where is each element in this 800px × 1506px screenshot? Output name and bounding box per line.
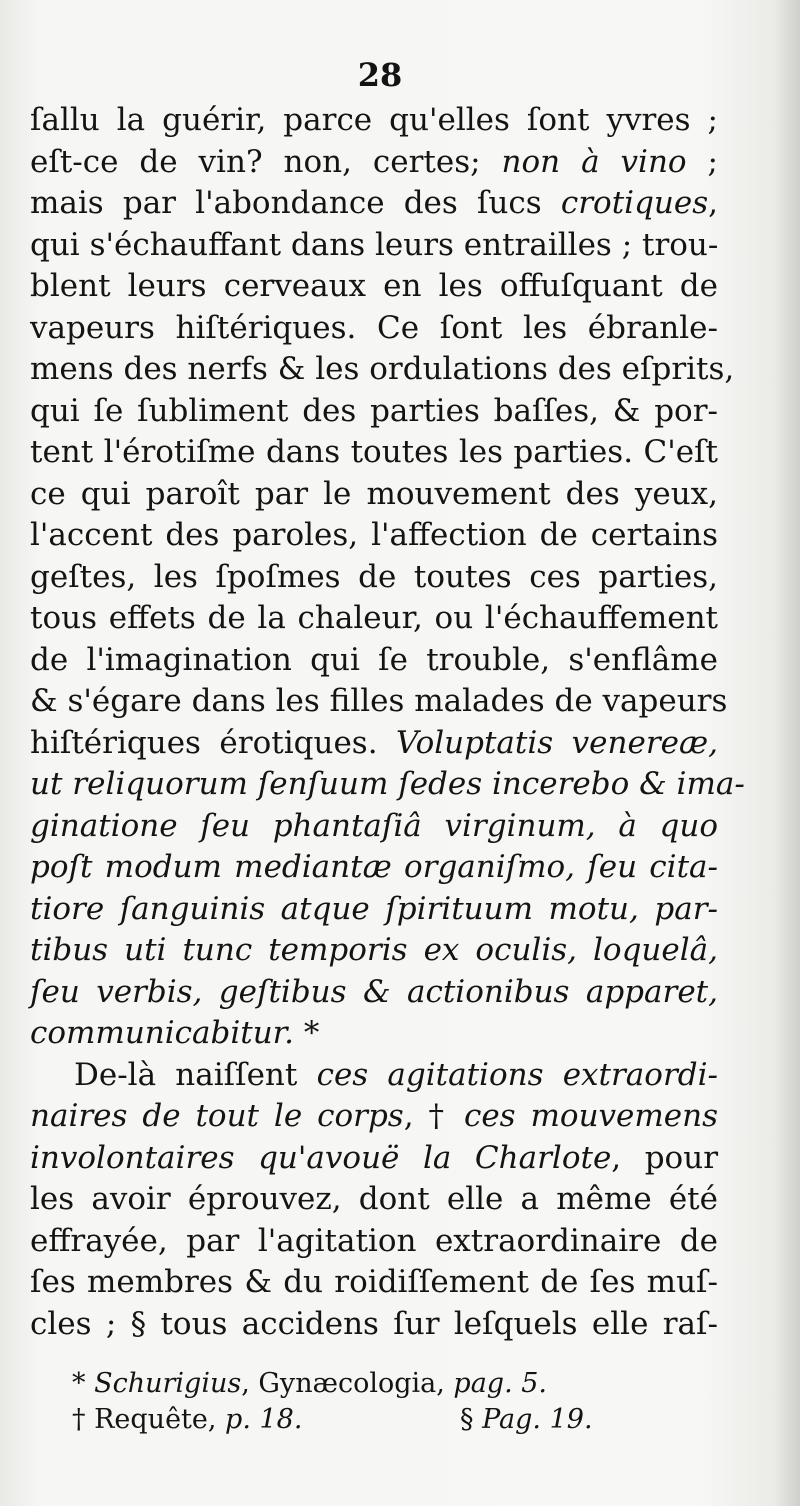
footnote-requete [72, 1402, 632, 1438]
text-run: geſtes, les ſpoſmes de toutes ces parties, [30, 558, 718, 595]
text-line [30, 806, 718, 848]
italic-text: ſeu verbis, geſtibus & actionibus apparet, [30, 973, 718, 1010]
text-run: effrayée, par l'agitation extraordinaire de [30, 1222, 718, 1259]
italic-text: poſt modum mediantæ organiſmo, ſeu cita- [30, 849, 718, 885]
text-line [30, 266, 718, 308]
text-run: de l'imagination qui ſe trouble, s'enflâme [30, 641, 718, 678]
text-line [30, 598, 718, 640]
footnote-schurigius [72, 1366, 632, 1402]
footnote-title: , Gynæcologia, [241, 1368, 454, 1399]
text-line [30, 640, 718, 682]
text-run: , pour [611, 1139, 719, 1176]
text-line [30, 1055, 718, 1097]
text-line [30, 1304, 718, 1346]
text-line [30, 308, 718, 350]
text-run: blent leurs cerveaux en les offuſquant de [30, 268, 718, 304]
text-run: qui s'échauffant dans leurs entrailles ; trou- [30, 226, 719, 263]
text-line [30, 1096, 718, 1138]
italic-text: communicabitur. [30, 1015, 294, 1051]
text-run: les avoir éprouvez, dont elle a même été [30, 1181, 718, 1217]
footnote-page: p. 18. [225, 1404, 303, 1435]
text-line [30, 142, 718, 184]
italic-text: tiore ſanguinis atque ſpirituum motu, par- [30, 890, 718, 927]
text-run: qui ſe ſubliment des parties baſſes, & por- [30, 392, 718, 429]
text-run: eſt-ce de vin? non, certes; [30, 143, 502, 180]
italic-text: ginatione ſeu phantaſiâ virginum, à quo [30, 807, 718, 844]
text-line [30, 100, 718, 142]
text-line [30, 972, 718, 1014]
text-run: mais par l'abondance des ſucs [30, 185, 561, 221]
text-line [30, 474, 718, 516]
text-run: tent l'érotiſme dans toutes les parties. C'eſt [30, 434, 718, 470]
text-run: vapeurs hiſtériques. Ce ſont les ébranle- [30, 309, 718, 346]
body-text [30, 100, 745, 1345]
page-edge-shadow [774, 0, 800, 1506]
text-line [30, 515, 718, 557]
text-line [30, 1013, 718, 1055]
text-line [30, 349, 735, 391]
text-run: l'accent des paroles, l'affection de certains [30, 517, 718, 553]
text-line [30, 930, 718, 972]
text-run: & s'égare dans les filles malades de vapeurs [30, 683, 728, 719]
text-run: , [708, 185, 718, 221]
text-line [30, 183, 718, 225]
italic-text: tibus uti tunc temporis ex oculis, loquelâ, [30, 932, 718, 968]
text-run: ſallu la guérir, parce qu'elles ſont yvres ; [30, 102, 718, 138]
text-line [30, 1138, 718, 1180]
italic-text: crotiques [560, 185, 709, 221]
footnote-marker: * [72, 1368, 95, 1399]
text-run: ; [686, 143, 718, 180]
footnotes [72, 1366, 632, 1438]
text-run: ſes membres & du roidiſſement de ſes muſ- [30, 1264, 718, 1300]
footnote-author: Schurigius [94, 1368, 242, 1399]
text-line [30, 432, 718, 474]
text-line [30, 391, 718, 433]
text-run: De-là naiſſent [74, 1056, 317, 1093]
italic-text: naires de tout le corps [30, 1098, 404, 1134]
text-run: hiſtériques érotiques. [30, 724, 397, 761]
text-run: cles ; § tous accidens ſur leſquels elle raſ- [30, 1305, 718, 1342]
text-line [30, 764, 745, 806]
text-run: mens des nerfs & les ordulations des eſprits, [30, 351, 735, 387]
footnote-section-ref [460, 1402, 593, 1438]
italic-text: ut reliquorum ſenſuum ſedes incerebo & ima- [30, 766, 745, 802]
text-line [30, 723, 718, 765]
page-number: 28 [357, 56, 403, 94]
italic-text: involontaires qu'avouë la Charlote [30, 1139, 612, 1176]
text-line [30, 1221, 718, 1263]
footnote-page: pag. 5. [453, 1368, 547, 1399]
text-line [30, 847, 718, 889]
italic-text: ces mouvemens [463, 1098, 719, 1134]
footnote-page: Pag. 19. [482, 1404, 593, 1435]
section-marker: § [460, 1404, 483, 1435]
text-line [30, 889, 718, 931]
text-line [30, 1179, 718, 1221]
text-run: ce qui paroît par le mouvement des yeux, [30, 475, 718, 512]
text-run: tous effets de la chaleur, ou l'échauffement [30, 600, 718, 636]
italic-text: non à vino [501, 143, 687, 180]
text-run: * [293, 1015, 320, 1051]
text-line [30, 1262, 718, 1304]
text-line [30, 557, 718, 599]
italic-text: Voluptatis venereæ, [396, 724, 718, 761]
text-line [30, 225, 718, 267]
italic-text: ces agitations extraordi- [316, 1056, 719, 1093]
footnote-source: † Requête, [72, 1404, 226, 1435]
text-line [30, 681, 728, 723]
text-run: , † [403, 1098, 464, 1134]
